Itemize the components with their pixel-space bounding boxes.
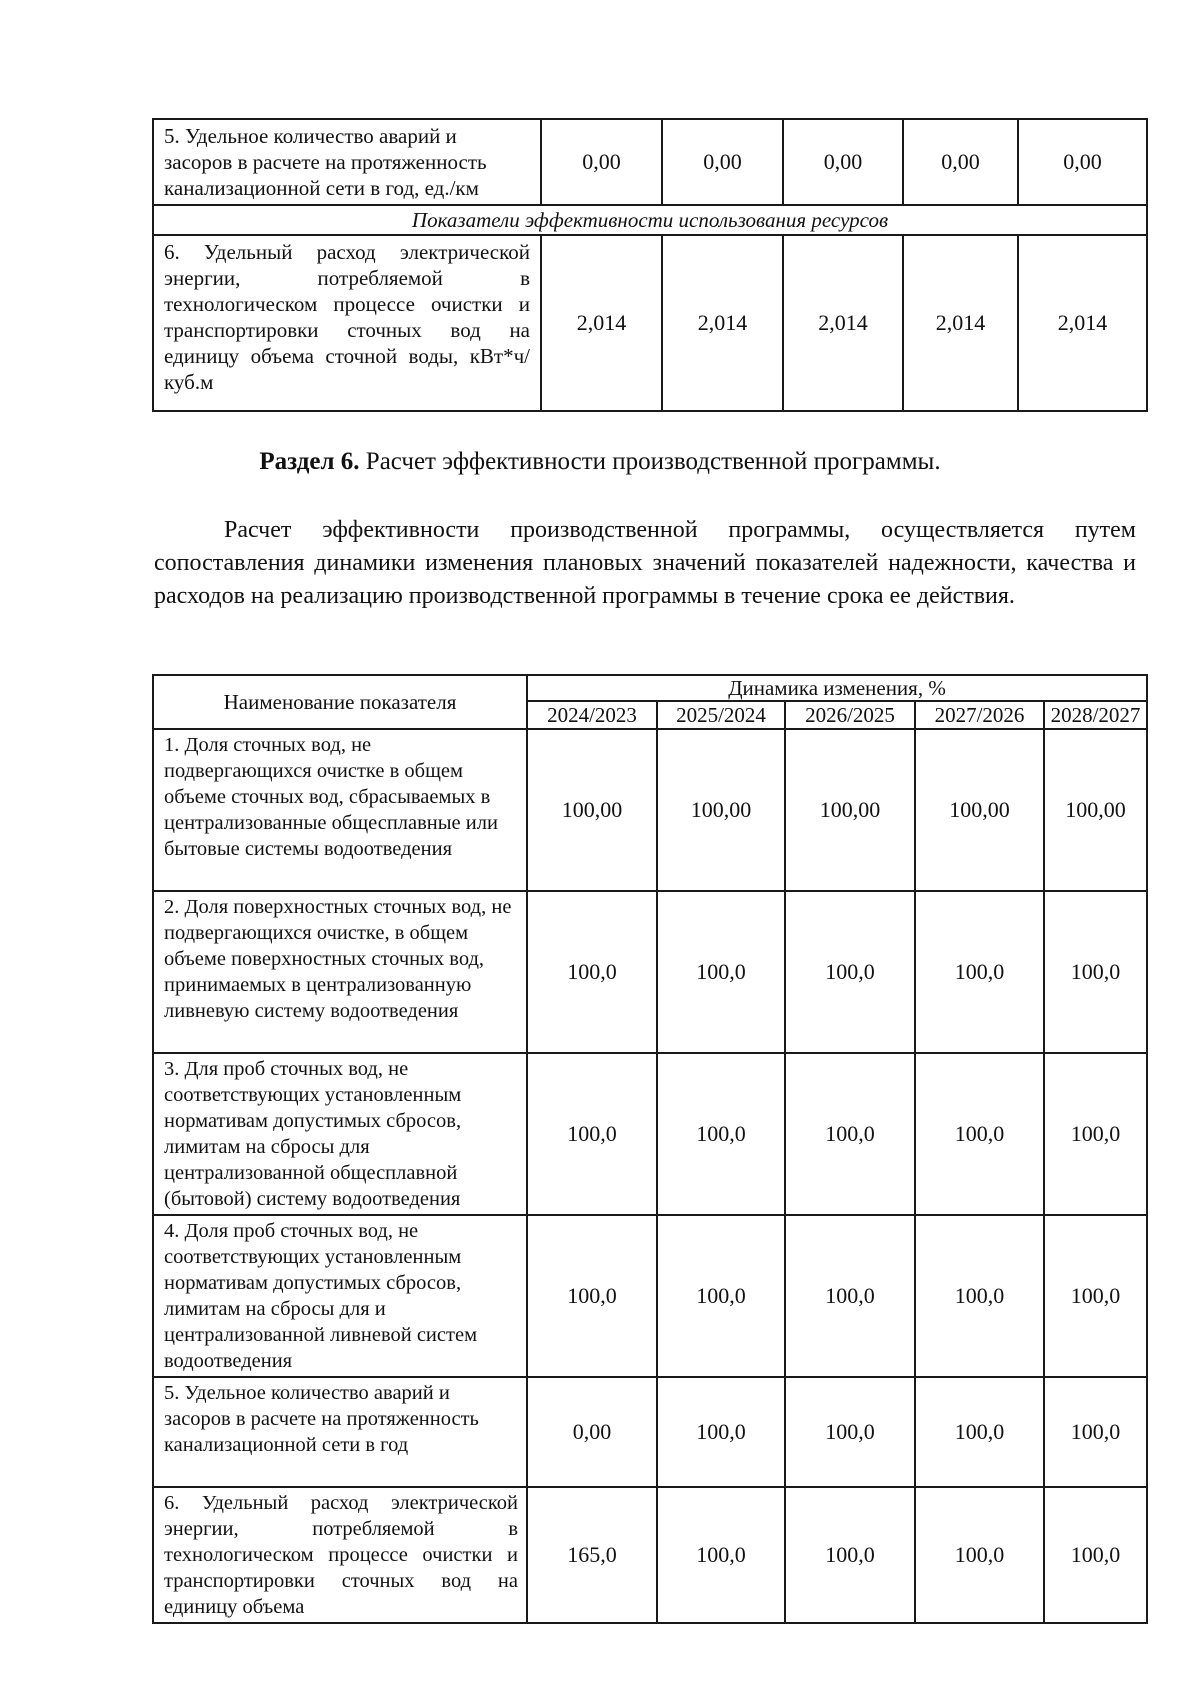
table-header-row — [153, 675, 1147, 701]
indicator-value: 2,014 — [783, 235, 903, 411]
indicator-label: 4. Доля проб сточных вод, не соответствующих установленным нормативам допустимых сбросов, лимитам на сбросы для и централизованной ливневой систем водоотведения — [153, 1215, 527, 1377]
indicator-value: 100,0 — [527, 1053, 657, 1215]
table-row — [153, 1377, 1147, 1487]
indicator-value: 100,0 — [785, 891, 915, 1053]
indicator-label: 5. Удельное количество аварий и засоров в расчете на протяженность канализационной сети в год, ед./км — [153, 119, 541, 205]
indicator-value: 100,0 — [785, 1215, 915, 1377]
table-row — [153, 891, 1147, 1053]
indicator-label: 5. Удельное количество аварий и засоров в расчете на протяженность канализационной сети в год — [153, 1377, 527, 1487]
indicator-value: 100,0 — [915, 1487, 1044, 1623]
column-header-year: 2026/2025 — [785, 701, 915, 729]
indicator-value: 100,00 — [785, 729, 915, 891]
indicator-value: 100,0 — [527, 1215, 657, 1377]
indicator-label: 6. Удельный расход электрической энергии, потребляемой в технологическом процессе очистки и транспортировки сточных вод на единицу объема сточной воды, кВт*ч/куб.м — [153, 235, 541, 411]
indicator-value: 0,00 — [527, 1377, 657, 1487]
indicator-value: 100,0 — [1044, 1487, 1147, 1623]
indicator-value: 0,00 — [903, 119, 1018, 205]
table-row — [153, 729, 1147, 891]
indicator-value: 100,0 — [657, 1053, 785, 1215]
table-row — [153, 1053, 1147, 1215]
section-number: Раздел 6. — [259, 448, 360, 475]
indicator-value: 100,0 — [785, 1487, 915, 1623]
indicator-value: 2,014 — [662, 235, 783, 411]
indicator-value: 100,0 — [1044, 1215, 1147, 1377]
table-row — [153, 235, 1147, 411]
indicator-value: 0,00 — [662, 119, 783, 205]
table-row — [153, 1487, 1147, 1623]
column-header-year: 2025/2024 — [657, 701, 785, 729]
indicator-label: 1. Доля сточных вод, не подвергающихся очистке в общем объеме сточных вод, сбрасываемых в централизованные общесплавные или бытовые системы водоотведения — [153, 729, 527, 891]
indicator-value: 100,0 — [657, 1215, 785, 1377]
column-header-name: Наименование показателя — [153, 675, 527, 729]
indicator-value: 100,0 — [1044, 1053, 1147, 1215]
indicator-value: 100,0 — [785, 1377, 915, 1487]
column-header-dynamics: Динамика изменения, % — [527, 675, 1147, 701]
indicator-value: 100,0 — [657, 891, 785, 1053]
indicator-value: 2,014 — [903, 235, 1018, 411]
indicator-value: 2,014 — [1018, 235, 1147, 411]
indicator-value: 0,00 — [541, 119, 662, 205]
table-row — [153, 119, 1147, 205]
indicator-value: 100,0 — [915, 1377, 1044, 1487]
section-title: Показатели эффективности использования ресурсов — [153, 205, 1147, 235]
indicator-value: 100,00 — [915, 729, 1044, 891]
indicator-value: 100,0 — [915, 891, 1044, 1053]
indicator-value: 0,00 — [783, 119, 903, 205]
indicator-label: 6. Удельный расход электрической энергии, потребляемой в технологическом процессе очистки и транспортировки сточных вод на единицу объема — [153, 1487, 527, 1623]
indicator-value: 100,0 — [527, 891, 657, 1053]
efficiency-dynamics-table — [152, 674, 1148, 1624]
indicator-value: 100,00 — [1044, 729, 1147, 891]
indicator-value: 100,0 — [657, 1487, 785, 1623]
indicator-label: 3. Для проб сточных вод, не соответствующих установленным нормативам допустимых сбросов, лимитам на сбросы для централизованной общесплавной (бытовой) систему водоотведения — [153, 1053, 527, 1215]
section-title: Расчет эффективности производственной программы. — [359, 448, 941, 475]
indicator-value: 100,0 — [785, 1053, 915, 1215]
indicator-value: 100,0 — [1044, 1377, 1147, 1487]
table-row — [153, 1215, 1147, 1377]
column-header-year: 2027/2026 — [915, 701, 1044, 729]
indicator-value: 100,0 — [915, 1215, 1044, 1377]
indicator-value: 165,0 — [527, 1487, 657, 1623]
resource-indicators-table — [152, 118, 1148, 412]
indicator-label: 2. Доля поверхностных сточных вод, не подвергающихся очистке, в общем объеме поверхностных сточных вод, принимаемых в централизованную ливневую систему водоотведения — [153, 891, 527, 1053]
column-header-year: 2024/2023 — [527, 701, 657, 729]
indicator-value: 0,00 — [1018, 119, 1147, 205]
indicator-value: 100,0 — [1044, 891, 1147, 1053]
intro-paragraph: Расчет эффективности производственной программы, осуществляется путем сопоставления динамики изменения плановых значений показателей надежности, качества и расходов на реализацию производственной программы в течение срока ее действия. — [154, 517, 1136, 609]
indicator-value: 2,014 — [541, 235, 662, 411]
section-row — [153, 205, 1147, 235]
indicator-value: 100,00 — [657, 729, 785, 891]
indicator-value: 100,0 — [657, 1377, 785, 1487]
column-header-year: 2028/2027 — [1044, 701, 1147, 729]
section-heading — [0, 446, 1200, 478]
indicator-value: 100,00 — [527, 729, 657, 891]
indicator-value: 100,0 — [915, 1053, 1044, 1215]
